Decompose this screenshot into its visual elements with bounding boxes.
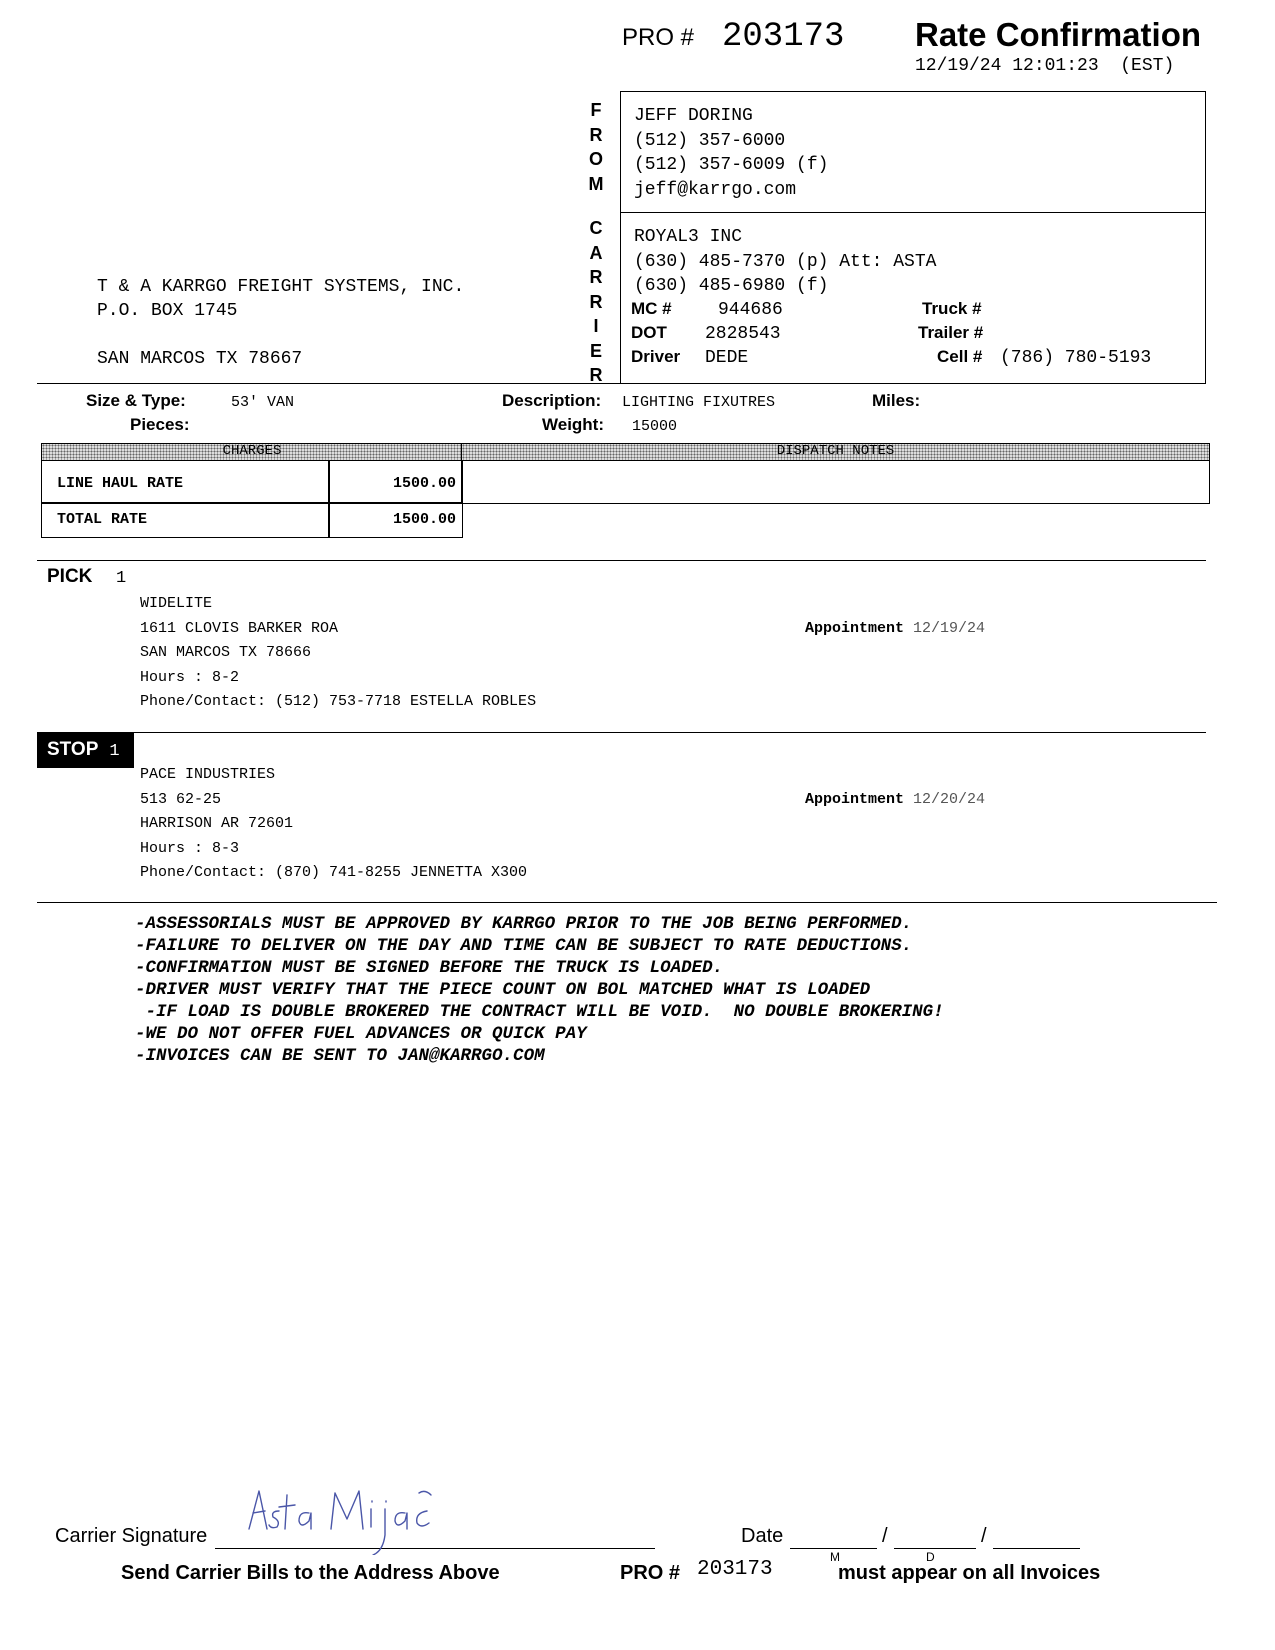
- pro-number: 203173: [722, 18, 845, 56]
- truck-label: Truck #: [922, 299, 982, 318]
- pick-name: WIDELITE: [140, 595, 213, 612]
- from-fax: (512) 357-6009 (f): [634, 155, 829, 175]
- stop-address: 513 62-25: [140, 790, 222, 808]
- pick-top-rule: [37, 560, 1206, 561]
- carrier-side-label: C A R R I E R: [589, 218, 603, 385]
- from-carrier-divider: [620, 212, 1206, 213]
- stop-label: STOP: [47, 739, 99, 760]
- stop-top-rule: [37, 732, 1206, 733]
- footer-pro-number: 203173: [697, 1558, 773, 1581]
- charges-header: [41, 443, 463, 461]
- terms-list: [135, 913, 944, 1067]
- carrier-phone: (630) 485-7370 (p) Att: ASTA: [634, 251, 937, 272]
- company-address: [97, 275, 464, 371]
- weight-value: 15000: [632, 418, 678, 435]
- mc-value: 944686: [718, 300, 783, 320]
- carrier-name: ROYAL3 INC: [634, 227, 743, 247]
- size-type-label: Size & Type:: [86, 391, 186, 410]
- driver-label: Driver: [631, 347, 681, 366]
- dispatch-notes-area: [461, 460, 1210, 504]
- stop-phone-contact: Phone/Contact: (870) 741-8255 JENNETTA X300: [140, 864, 528, 881]
- pick-appointment: [805, 620, 985, 637]
- pro-label: PRO #: [622, 24, 695, 51]
- date-separator: /: [981, 1525, 987, 1547]
- company-po-box: P.O. BOX 1745: [97, 301, 238, 321]
- carrier-signature-label: Carrier Signature: [55, 1525, 208, 1547]
- from-side-label: F R O M: [588, 100, 604, 194]
- pick-city-state-zip: SAN MARCOS TX 78666: [140, 644, 312, 661]
- carrier-fax: (630) 485-6980 (f): [634, 276, 829, 296]
- header-bottom-rule: [37, 383, 1206, 384]
- charge-row-label: TOTAL RATE: [41, 502, 330, 538]
- term-item: -INVOICES CAN BE SENT TO JAN@KARRGO.COM: [135, 1046, 545, 1066]
- from-email: jeff@karrgo.com: [634, 179, 797, 200]
- term-item: -WE DO NOT OFFER FUEL ADVANCES OR QUICK PAY: [135, 1024, 587, 1044]
- stop-hours: Hours : 8-3: [140, 839, 240, 857]
- pick-phone-contact: Phone/Contact: (512) 753-7718 ESTELLA ROBLES: [140, 693, 537, 710]
- dispatch-notes-header-text: DISPATCH NOTES: [776, 443, 895, 459]
- date-label: Date: [741, 1525, 784, 1547]
- send-bills-note: Send Carrier Bills to the Address Above: [121, 1562, 500, 1584]
- charge-row-amount: 1500.00: [328, 460, 463, 504]
- from-name: JEFF DORING: [634, 106, 753, 126]
- must-appear-note: must appear on all Invoices: [838, 1562, 1101, 1584]
- description-value: LIGHTING FIXUTRES: [622, 394, 776, 411]
- from-contact: [634, 104, 828, 202]
- miles-label: Miles:: [872, 391, 921, 410]
- footer-pro-label: PRO #: [620, 1562, 681, 1584]
- date-day-label: D: [926, 1550, 935, 1564]
- dot-value: 2828543: [705, 324, 781, 344]
- stop-appointment-label: Appointment: [805, 791, 905, 808]
- stop-number: 1: [109, 742, 120, 761]
- driver-value: DEDE: [705, 348, 749, 368]
- handwritten-signature: [245, 1485, 445, 1555]
- date-year-line: [993, 1548, 1080, 1549]
- term-item: -ASSESSORIALS MUST BE APPROVED BY KARRGO PRIOR TO THE JOB BEING PERFORMED.: [135, 914, 913, 934]
- charge-row-amount: 1500.00: [328, 502, 463, 538]
- timezone: (EST): [1120, 56, 1175, 76]
- pick-address: 1611 CLOVIS BARKER ROA: [140, 619, 339, 637]
- company-name: T & A KARRGO FREIGHT SYSTEMS, INC.: [97, 277, 465, 297]
- stop-city-state-zip: HARRISON AR 72601: [140, 815, 294, 832]
- description-label: Description:: [502, 391, 602, 410]
- pick-appointment-label: Appointment: [805, 620, 905, 637]
- timestamp-value: 12/19/24 12:01:23: [915, 56, 1099, 76]
- company-city-state-zip: SAN MARCOS TX 78667: [97, 349, 303, 369]
- term-item: -DRIVER MUST VERIFY THAT THE PIECE COUNT ON BOL MATCHED WHAT IS LOADED: [135, 980, 871, 1000]
- stop-appointment-date: 12/20/24: [913, 791, 986, 808]
- pick-appointment-date: 12/19/24: [913, 620, 986, 637]
- terms-top-rule: [37, 902, 1217, 903]
- date-separator: /: [882, 1525, 888, 1547]
- term-item: -CONFIRMATION MUST BE SIGNED BEFORE THE TRUCK IS LOADED.: [135, 958, 724, 978]
- stop-details: [140, 763, 527, 886]
- dot-label: DOT: [631, 323, 667, 342]
- date-day-line: [894, 1548, 976, 1549]
- pieces-label: Pieces:: [130, 415, 190, 434]
- timestamp: [915, 56, 1174, 76]
- from-phone: (512) 357-6000: [634, 130, 786, 151]
- size-type-value: 53' VAN: [231, 394, 295, 411]
- pick-details: [140, 592, 536, 715]
- charges-header-text: CHARGES: [222, 443, 282, 459]
- pick-label: PICK: [47, 566, 93, 587]
- weight-label: Weight:: [542, 415, 605, 434]
- stop-label-block: [37, 732, 134, 768]
- dispatch-notes-header: [461, 443, 1210, 461]
- cell-label: Cell #: [937, 347, 983, 366]
- term-item: -FAILURE TO DELIVER ON THE DAY AND TIME CAN BE SUBJECT TO RATE DEDUCTIONS.: [135, 936, 913, 956]
- pick-number: 1: [116, 569, 127, 588]
- pick-hours: Hours : 8-2: [140, 668, 240, 686]
- term-item: -IF LOAD IS DOUBLE BROKERED THE CONTRACT WILL BE VOID. NO DOUBLE BROKERING!: [135, 1002, 944, 1022]
- date-month-label: M: [830, 1550, 840, 1564]
- carrier-contact: [634, 225, 936, 299]
- page-title: Rate Confirmation: [915, 16, 1202, 53]
- stop-name: PACE INDUSTRIES: [140, 766, 276, 783]
- cell-value: (786) 780-5193: [1000, 348, 1152, 368]
- date-month-line: [790, 1548, 877, 1549]
- stop-appointment: [805, 791, 985, 808]
- charge-row-label: LINE HAUL RATE: [41, 460, 330, 504]
- mc-label: MC #: [631, 299, 672, 318]
- trailer-label: Trailer #: [918, 323, 984, 342]
